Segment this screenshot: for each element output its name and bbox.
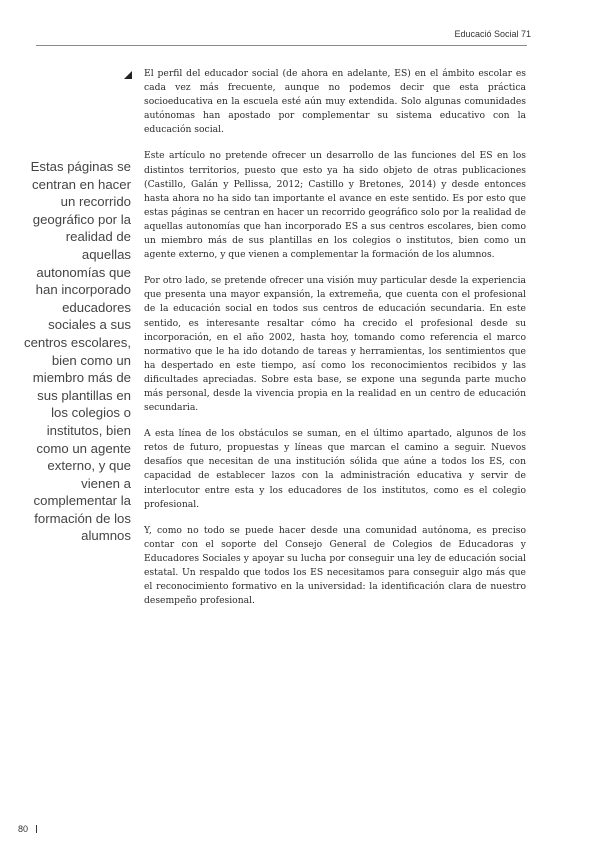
paragraph-3: Por otro lado, se pretende ofrecer una visión muy particular desde la experiencia que presenta una mayor expansión, la extremeña, que cuenta con el profesional de la educación social en todos sus centros de educación secundaria. En este sentido, es interesante resaltar cómo ha crecido el profesional desde su incorporación, en el año 2002, hasta hoy, tomando como referencia el marco normativo que le ha ido dotando de tareas y herramientas, los sentimientos que ha despertado en este tiempo, así como los reconocimientos recibidos y las dificultades apreciadas. Sobre esta base, se expone una segunda parte mucho más personal, desde la vivencia propia en la realidad en un centro de educación secundaria. bbox=[144, 275, 526, 414]
footer-bar bbox=[36, 825, 37, 833]
paragraph-4: A esta línea de los obstáculos se suman, en el último apartado, algunos de los retos de futuro, propuestas y líneas que marcan el camino a seguir. Nuevos desafíos que necesitan de una institución sólida que aúne a todos los ES, con capacidad de establecer lazos con la administración educativa y servir de interlocutor entre esta y los educadores de los institutos, como es el colegio profesional. bbox=[144, 428, 526, 510]
paragraph-1: El perfil del educador social (de ahora en adelante, ES) en el ámbito escolar es cada vez más frecuente, aunque no podemos decir que esta práctica socioeducativa en la escuela esté aún muy extendida. Solo algunas comunidades autónomas han apostado por complementar su sistema educativo con la educación social. bbox=[144, 68, 526, 136]
page-number: 80 bbox=[18, 824, 29, 834]
page-footer bbox=[18, 824, 37, 834]
pull-quote: Estas páginas se centran en hacer un recorrido geográfico por la realidad de aquellas autonomías que han incorporado educadores sociales a sus centros escolares, bien como un miembro más de sus plantillas en los colegios o institutos, bien como un agente externo, y que vienen a complementar la formación de los alumnos bbox=[23, 159, 131, 544]
header-rule bbox=[36, 45, 527, 46]
article-body bbox=[144, 67, 526, 620]
paragraph-5: Y, como no todo se puede hacer desde una comunidad autónoma, es preciso contar con el soporte del Consejo General de Colegios de Educadoras y Educadores Sociales y apoyar su lucha por conseguir una ley de educación social estatal. Un respaldo que todos los ES necesitamos para conseguir algo más que el reconocimiento formativo en la universidad: la identificación clara de nuestro desempeño profesional. bbox=[144, 524, 526, 607]
paragraph-2: Este artículo no pretende ofrecer un desarrollo de las funciones del ES en los distintos territorios, puesto que esto ya ha sido objeto de otras publicaciones (Castillo, Galán y Pellissa, 2012; Castillo y Bretones, 2014) y desde entonces hasta ahora no ha sido tan importante el avance en este sentido. Es por esto que estas páginas se centran en hacer un recorrido geográfico solo por la realidad de aquellas autonomías que han incorporado ES a sus centros escolares, bien como un miembro más de sus plantillas en los colegios o institutos, bien como un agente externo, y que vienen a complementar la formación de los alumnos. bbox=[144, 150, 526, 261]
running-header: Educació Social 71 bbox=[454, 29, 531, 39]
triangle-marker-icon bbox=[124, 71, 132, 79]
